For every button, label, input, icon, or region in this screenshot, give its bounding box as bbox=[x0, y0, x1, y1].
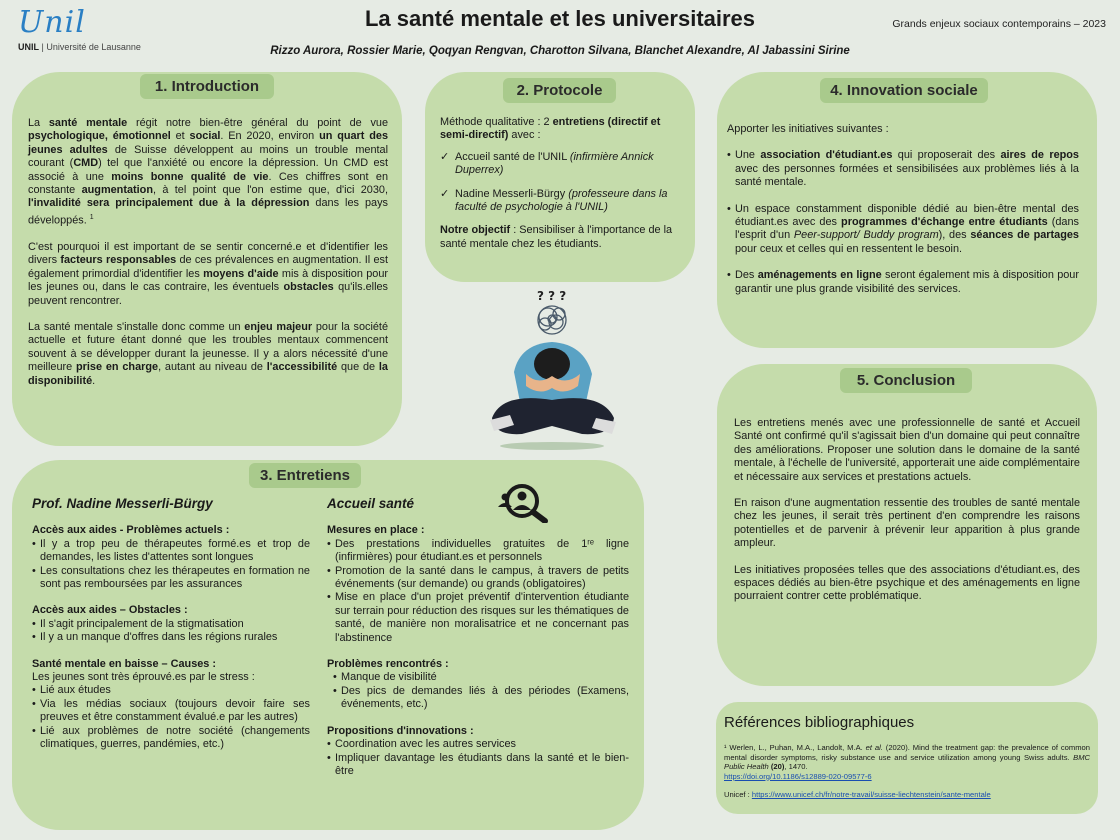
list-item: • Mise en place d'un projet préventif d'intervention étudiante sur terrain pour réduction des risques sur les thématiques de santé, de manière non moralisatrice et ne concernant pas l'abstinence bbox=[327, 591, 629, 645]
entretiens-title: 3. Entretiens bbox=[249, 463, 361, 488]
protocole-method: Méthode qualitative : 2 entretiens (directif et semi-directif) avec : bbox=[440, 116, 661, 142]
entretiens-left-column bbox=[32, 497, 310, 752]
intro-paragraph-1: La santé mentale régit notre bien-être général du point de vue psychologique, émotionnel et social. En 2020, environ un quart des jeunes adultes de Suisse développent au moins un trouble mental courant (CMD) tel que l'anxiété ou encore la dépression. Un CMD est associé à une moins bonne qualité de vie. Ces chiffres sont en constante augmentation, à tel point que l'on estime que, d'ici 2030, l'invalidité sera principalement due à la dépression dans les pays développés. $^1$ bbox=[28, 117, 389, 227]
references-title: Références bibliographiques bbox=[724, 714, 915, 731]
list-item: • Les consultations chez les thérapeutes en formation ne sont pas remboursées par les assurances bbox=[32, 565, 310, 592]
innovation-item: • Des aménagements en ligne seront également mis à disposition pour garantir une plus grande visibilité des services. bbox=[727, 269, 1079, 296]
logo-subtitle: UNIL | Université de Lausanne bbox=[18, 42, 141, 52]
reference-entry: ¹ Werlen, L., Puhan, M.A., Landolt, M.A. et al. (2020). Mind the treatment gap: the prevalence of common mental disorder symptoms, risky substance use and service utilization among young Swiss adults. BMC Public Health (20), 1470. https://doi.org/10.1186/s12889-020-09577-6 bbox=[724, 743, 1091, 781]
bullet-list bbox=[32, 684, 310, 751]
innovation-title: 4. Innovation sociale bbox=[820, 78, 988, 103]
list-item: • Lié aux problèmes de notre société (changements climatiques, guerres, pandémies, etc.) bbox=[32, 725, 310, 752]
list-item: • Via les médias sociaux (toujours devoir faire ses preuves et être constamment évalué.e par les autres) bbox=[32, 698, 310, 725]
innovation-item: • Une association d'étudiant.es qui proposerait des aires de repos avec des personnes formées et sensibilisées aux problèmes liés à la santé mentale. bbox=[727, 149, 1079, 189]
section-heading: Accès aux aides – Obstacles : bbox=[32, 604, 188, 617]
bullet-list bbox=[327, 671, 629, 711]
interviewee-heading: Accueil santé bbox=[327, 496, 415, 511]
section-heading: Accès aux aides - Problèmes actuels : bbox=[32, 524, 230, 537]
references-body bbox=[724, 743, 1090, 800]
conclusion-text bbox=[734, 417, 1080, 604]
unicef-link[interactable]: https://www.unicef.ch/fr/notre-travail/suisse-liechtenstein/sante-mentale bbox=[751, 790, 991, 800]
page-title: La santé mentale et les universitaires bbox=[364, 6, 756, 31]
intro-paragraph-2: C'est pourquoi il est important de se sentir concerné.e et d'identifier les divers facteurs responsables de ces prévalences en augmentation. Il est également primordial d'identifier les moyens d'aide mis à disposition pour les jeunes ou, dans le cas contraire, les éventuels obstacles qu'ils.elles peuvent rencontrer. bbox=[28, 240, 389, 307]
conclusion-paragraph: Les initiatives proposées telles que des associations d'étudiant.es, des espaces dédiés au bien-être psychique et des aménagements en ligne pourraient contrer cette problématique. bbox=[734, 563, 1080, 603]
section-heading: Santé mentale en baisse – Causes : bbox=[32, 657, 217, 670]
list-item: • Il y a trop peu de thérapeutes formé.es et trop de demandes, les listes d'attentes sont longues bbox=[32, 538, 310, 565]
list-item: • Lié aux études bbox=[32, 684, 310, 697]
innovation-item: • Un espace constamment disponible dédié au bien-être mental des étudiant.es avec des programmes d'échange entre étudiants (dans l'esprit d'un Peer-support/ Buddy program), des séances de partages pour ceux et celles qui en ressentent le besoin. bbox=[727, 203, 1079, 257]
list-item: • Promotion de la santé dans le campus, à travers de petits événements (sur demande) ou grands (obligatoires) bbox=[327, 565, 629, 592]
entretiens-right-column bbox=[327, 497, 629, 778]
introduction-title: 1. Introduction bbox=[140, 74, 274, 99]
conclusion-paragraph: Les entretiens menés avec une professionnelle de santé et Accueil Santé ont confirmé qu'il s'agissait bien d'un domaine qui peut connaître des améliorations. Proposer une solution dans le domaine de la santé mentale, à l'échelle de l'université, apporterait une aide complémentaire et nécessaire aux services et prestations actuels. bbox=[734, 417, 1080, 483]
authors: Rizzo Aurora, Rossier Marie, Qoqyan Rengvan, Charotton Silvana, Blanchet Alexandre, Al Jabassini Sirine bbox=[270, 45, 850, 57]
section-intro: Les jeunes sont très éprouvé.es par le stress : bbox=[32, 671, 255, 684]
conclusion-paragraph: En raison d'une augmentation ressentie des troubles de santé mentale chez les jeunes, il serait très pertinent d'en comprendre les raisons potentielles et de parvenir à prévenir leur apparition à plus grande ampleur. bbox=[734, 497, 1080, 550]
innovation-intro: Apporter les initiatives suivantes : bbox=[727, 123, 889, 135]
section-heading: Problèmes rencontrés : bbox=[327, 658, 449, 671]
intro-paragraph-3: La santé mentale s'installe donc comme un enjeu majeur pour la société actuelle et future étant donné que les troubles mentaux commencent souvent à se développer durant la jeunesse. Il y a alors nécessité d'une meilleure prise en charge, autant au niveau de l'accessibilité que de la disponibilité. bbox=[28, 320, 389, 387]
protocole-objective: Notre objectif : Sensibiliser à l'importance de la santé mentale chez les étudiants. bbox=[440, 224, 673, 250]
reference-entry: Unicef : https://www.unicef.ch/fr/notre-travail/suisse-liechtenstein/sante-mentale bbox=[724, 790, 991, 800]
svg-text:? ? ?: ? ? ? bbox=[537, 289, 567, 303]
course-label: Grands enjeux sociaux contemporains – 2023 bbox=[892, 18, 1106, 30]
list-item: • Coordination avec les autres services bbox=[327, 738, 629, 751]
section-heading: Mesures en place : bbox=[327, 524, 425, 537]
interviewee-heading: Prof. Nadine Messerli-Bürgy bbox=[32, 496, 213, 511]
protocole-list bbox=[440, 151, 680, 215]
bullet-list bbox=[327, 738, 629, 778]
doi-link[interactable]: https://doi.org/10.1186/s12889-020-09577-6 bbox=[724, 771, 872, 781]
list-item: • Il s'agit principalement de la stigmatisation bbox=[32, 618, 310, 631]
introduction-text bbox=[28, 117, 388, 388]
section-heading: Propositions d'innovations : bbox=[327, 724, 474, 737]
protocole-item: ✓ Nadine Messerli-Bürgy (professeure dans la faculté de psychologie à l'UNIL) bbox=[440, 188, 680, 215]
bullet-list bbox=[32, 618, 310, 645]
list-item: • Impliquer davantage les étudiants dans la santé et le bien-être bbox=[327, 752, 629, 779]
list-item: • Manque de visibilité bbox=[333, 671, 629, 684]
conclusion-title: 5. Conclusion bbox=[840, 368, 972, 393]
references-panel bbox=[716, 702, 1098, 814]
protocole-item: ✓ Accueil santé de l'UNIL (infirmière Annick Duperrex) bbox=[440, 151, 680, 178]
list-item: • Des pics de demandes liés à des périodes (Examens, événements, etc.) bbox=[333, 685, 629, 712]
innovation-list bbox=[727, 149, 1079, 296]
innovation-text bbox=[727, 123, 1079, 296]
list-item: • Il y a un manque d'offres dans les régions rurales bbox=[32, 631, 310, 644]
bullet-list bbox=[327, 538, 629, 645]
list-item: • Des prestations individuelles gratuites de 1ʳᵉ ligne (infirmières) pour étudiant.es et personnels bbox=[327, 538, 629, 565]
protocole-text bbox=[440, 116, 680, 251]
logo-script: Unil bbox=[18, 5, 86, 40]
stressed-student-illustration bbox=[482, 286, 622, 452]
bullet-list bbox=[32, 538, 310, 592]
protocole-title: 2. Protocole bbox=[503, 78, 616, 103]
